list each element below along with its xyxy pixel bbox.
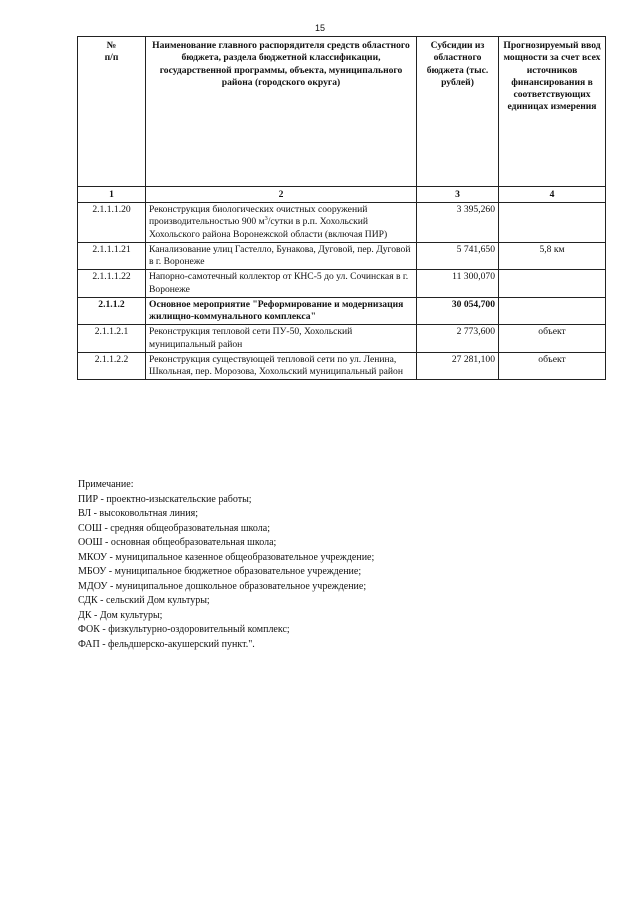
row-name-text: Реконструкция существующей тепловой сети по ул. Ленина, Школьная, пер. Морозова, Хохольский муниципальный район xyxy=(149,353,403,378)
note-item: СДК - сельский Дом культуры; xyxy=(78,595,210,606)
row-number: 2.1.1.1.20 xyxy=(78,203,146,243)
header-num-symbol: № xyxy=(106,40,117,51)
row-capacity: объект xyxy=(499,325,606,353)
row-number: 2.1.1.1.21 xyxy=(78,242,146,270)
row-subsidy: 2 773,600 xyxy=(417,325,499,353)
row-name xyxy=(146,352,417,380)
row-name-text: Канализование улиц Гастелло, Бунакова, Дуговой, пер. Дуговой в г. Воронеже xyxy=(149,243,411,268)
row-name xyxy=(146,242,417,270)
table-row xyxy=(78,203,606,243)
note-item: МКОУ - муниципальное казенное общеобразовательное учреждение; xyxy=(78,551,375,563)
note-item: МДОУ - муниципальное дошкольное образовательное учреждение; xyxy=(78,580,367,592)
header-num xyxy=(78,37,146,187)
notes-list xyxy=(78,493,598,653)
notes-section xyxy=(78,478,598,652)
row-name-text: Реконструкция тепловой сети ПУ-50, Хохольский муниципальный район xyxy=(149,326,353,350)
note-item: ВЛ - высоковольтная линия; xyxy=(78,508,199,519)
row-name-text: Напорно-самотечный коллектор от КНС-5 до ул. Сочинская в г. Воронеже xyxy=(149,271,409,295)
header-subsidy: Субсидии из областного бюджета (тыс. рублей) xyxy=(417,37,499,187)
row-capacity xyxy=(499,297,606,325)
note-item: ООШ - основная общеобразовательная школа; xyxy=(78,537,277,548)
note-item: ФОК - физкультурно-оздоровительный комплекс; xyxy=(78,624,290,635)
table-body xyxy=(78,203,606,380)
table-row xyxy=(78,297,606,325)
note-item: ДК - Дом культуры; xyxy=(78,609,163,621)
table-row xyxy=(78,270,606,298)
header-capacity: Прогнозируемый ввод мощности за счет всех источников финансирования в соответствующих единицах измерения xyxy=(499,37,606,187)
row-name xyxy=(146,270,417,298)
note-item: СОШ - средняя общеобразовательная школа; xyxy=(78,522,270,534)
column-number: 4 xyxy=(499,187,606,203)
table-header-row xyxy=(78,37,606,187)
row-name xyxy=(146,297,417,325)
column-number: 1 xyxy=(78,187,146,203)
column-number: 2 xyxy=(146,187,417,203)
row-number: 2.1.1.2.1 xyxy=(78,325,146,353)
table-row xyxy=(78,352,606,380)
row-subsidy: 27 281,100 xyxy=(417,352,499,380)
row-name-text: Основное мероприятие "Реформирование и модернизация жилищно-коммунального комплекса" xyxy=(149,298,404,323)
row-name-superscript: 3 xyxy=(264,216,268,223)
row-capacity: объект xyxy=(499,352,606,380)
column-number: 3 xyxy=(417,187,499,203)
note-item: МБОУ - муниципальное бюджетное образовательное учреждение; xyxy=(78,566,362,577)
row-number: 2.1.1.2.2 xyxy=(78,352,146,380)
row-subsidy: 11 300,070 xyxy=(417,270,499,298)
column-numbers-row xyxy=(78,187,606,203)
row-name xyxy=(146,325,417,353)
row-name xyxy=(146,203,417,243)
page-number: 15 xyxy=(314,23,325,33)
note-item: ПИР - проектно-изыскательские работы; xyxy=(78,493,252,505)
row-name-text-continued: /сутки в р.п. Хохольский Хохольского района Воронежской области (включая ПИР) xyxy=(149,216,388,240)
row-name-text: Реконструкция биологических очистных сооружений производительностью 900 м xyxy=(149,204,368,228)
header-num-label: п/п xyxy=(104,52,119,64)
note-item: ФАП - фельдшерско-акушерский пункт.". xyxy=(78,638,255,650)
header-name: Наименование главного распорядителя средств областного бюджета, раздела бюджетной классификации, государственной программы, объекта, муниципального района (городского округа) xyxy=(146,37,417,187)
row-subsidy: 3 395,260 xyxy=(417,203,499,243)
notes-title: Примечание: xyxy=(78,479,134,490)
row-number: 2.1.1.1.22 xyxy=(78,270,146,298)
row-capacity xyxy=(499,270,606,298)
subsidies-table xyxy=(77,36,606,380)
table-row xyxy=(78,242,606,270)
row-subsidy: 5 741,650 xyxy=(417,242,499,270)
row-number: 2.1.1.2 xyxy=(78,297,146,325)
table-row xyxy=(78,325,606,353)
row-subsidy: 30 054,700 xyxy=(417,297,499,325)
row-capacity xyxy=(499,203,606,243)
row-capacity: 5,8 км xyxy=(499,242,606,270)
